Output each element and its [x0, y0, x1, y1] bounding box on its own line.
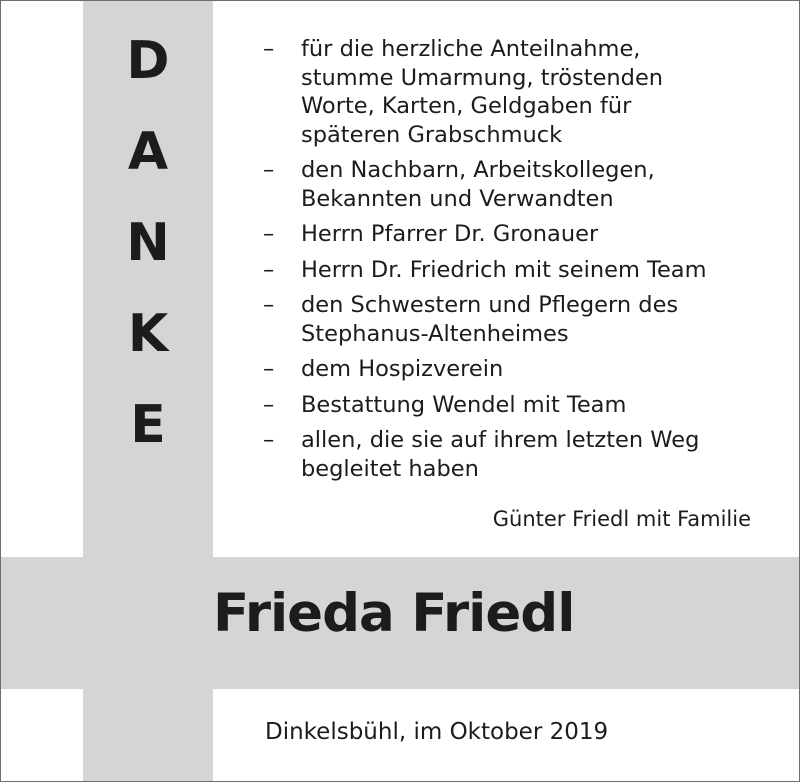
thanks-item-line: dem Hospizverein	[301, 356, 504, 382]
danke-letter: N	[126, 213, 170, 273]
thanks-item	[263, 220, 783, 249]
danke-heading	[83, 31, 213, 486]
thanks-item-line: den Schwestern und Pflegern des	[301, 292, 679, 318]
thanks-item-line: Herrn Pfarrer Dr. Gronauer	[301, 221, 599, 247]
thanks-item	[263, 35, 783, 149]
thanks-item	[263, 391, 783, 420]
danke-letter: K	[127, 304, 169, 364]
dash-bullet: –	[263, 36, 275, 62]
thanks-item-line: Herrn Dr. Friedrich mit seinem Team	[301, 256, 707, 283]
dash-bullet: –	[263, 256, 275, 283]
danke-letter: D	[126, 31, 170, 91]
thanks-item-line: begleitet haben	[301, 455, 479, 482]
thanks-item	[263, 355, 783, 384]
dash-bullet: –	[263, 157, 275, 183]
dash-bullet: –	[263, 427, 275, 453]
thanks-item	[263, 426, 783, 483]
danke-letter: A	[127, 122, 169, 182]
thanks-item-line: allen, die sie auf ihrem letzten Weg	[301, 427, 700, 453]
dash-bullet: –	[263, 391, 275, 418]
thanks-item-line: späteren Grabschmuck	[301, 121, 563, 148]
dash-bullet: –	[263, 292, 275, 318]
signature: Günter Friedl mit Familie	[492, 507, 751, 531]
thanks-item-line: Worte, Karten, Geldgaben für	[301, 93, 632, 119]
dash-bullet: –	[263, 356, 275, 382]
thanks-item	[263, 256, 783, 285]
deceased-name: Frieda Friedl	[213, 583, 575, 644]
place-date: Dinkelsbühl, im Oktober 2019	[265, 719, 609, 745]
thanks-list	[263, 35, 783, 490]
thanks-item	[263, 291, 783, 348]
thanks-item	[263, 156, 783, 213]
thanks-item-line: Bestattung Wendel mit Team	[301, 391, 627, 418]
thanks-item-line: stumme Umarmung, tröstenden	[301, 64, 664, 91]
thanks-item-line: für die herzliche Anteilnahme,	[301, 36, 641, 62]
thanks-item-line: Bekannten und Verwandten	[301, 185, 614, 212]
dash-bullet: –	[263, 221, 275, 247]
thanks-item-line: Stephanus-Altenheimes	[301, 320, 569, 347]
thanks-item-line: den Nachbarn, Arbeitskollegen,	[301, 157, 655, 183]
danke-letter: E	[130, 395, 166, 455]
